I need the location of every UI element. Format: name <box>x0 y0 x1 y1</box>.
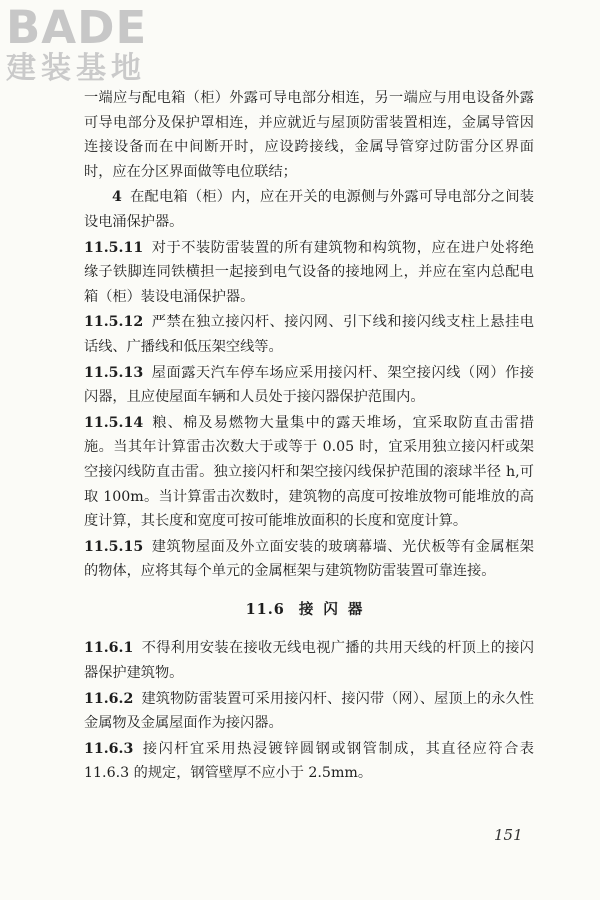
bade-watermark-logo <box>6 1 176 94</box>
clause-number: 11.5.14 <box>84 414 144 431</box>
item-number: 4 <box>112 189 122 206</box>
page-number: 151 <box>494 826 523 844</box>
clause-text: 粮、棉及易燃物大量集中的露天堆场，宜采取防直击雷措施。当其年计算雷击次数大于或等于 0.05 时，宜采用独立接闪杆或架空接闪线防直击雷。独立接闪杆和架空接闪线保护范围的滚球半径 h,可取 100m。当计算雷击次数时，建筑物的高度可按堆放物可能堆放的高度计算，其长度和宽度可按可能堆放面积的长度和宽度计算。 <box>84 414 534 530</box>
clause-text: 建筑物防雷装置可采用接闪杆、接闪带（网）、屋顶上的永久性金属物及金属屋面作为接闪器。 <box>84 690 534 732</box>
clause-number: 11.5.15 <box>84 538 144 555</box>
clause-number: 11.6.3 <box>84 740 134 757</box>
clause-number: 11.5.11 <box>84 239 144 256</box>
clause-number: 11.6.2 <box>84 690 134 707</box>
clause-11-5-13 <box>84 361 534 410</box>
clause-text: 严禁在独立接闪杆、接闪网、引下线和接闪线支柱上悬挂电话线、广播线和低压架空线等。 <box>84 314 534 355</box>
clause-number: 11.5.13 <box>84 364 144 381</box>
watermark-brand: BADE <box>6 1 148 54</box>
clause-text: 屋面露天汽车停车场应采用接闪杆、架空接闪线（网）作接闪器，且应使屋面车辆和人员处于接闪器保护范围内。 <box>84 364 534 406</box>
clause-number: 11.6.1 <box>84 640 134 657</box>
clause-11-5-14 <box>84 411 534 534</box>
section-number: 11.6 <box>245 600 285 618</box>
clause-text: 建筑物屋面及外立面安装的玻璃幕墙、光伏板等有金属框架的物体，应将其每个单元的金属框架与建筑物防雷装置可靠连接。 <box>84 538 534 580</box>
clause-text: 接闪杆宜采用热浸镀锌圆钢或钢管制成，其直径应符合表 11.6.3 的规定，钢管壁厚不应小于 2.5mm。 <box>84 740 534 782</box>
clause-11-6-3 <box>84 737 534 786</box>
paragraph-text: 在配电箱（柜）内，应在开关的电源侧与外露可导电部分之间装设电涌保护器。 <box>84 189 534 230</box>
clause-11-5-11 <box>84 236 534 310</box>
body-text <box>84 86 534 787</box>
section-title: 接闪器 <box>298 600 373 618</box>
clause-text: 不得利用安装在接收无线电视广播的共用天线的杆顶上的接闪器保护建筑物。 <box>84 640 534 682</box>
clause-number: 11.5.12 <box>84 314 144 331</box>
section-heading <box>84 598 534 623</box>
clause-11-6-1 <box>84 636 534 685</box>
paragraph-continued <box>84 86 534 184</box>
clause-text: 对于不装防雷装置的所有建筑物和构筑物，应在进户处将绝缘子铁脚连同铁横担一起接到电气设备的接地网上，并应在室内总配电箱（柜）装设电涌保护器。 <box>84 239 534 305</box>
clause-11-5-12 <box>84 310 534 359</box>
paragraph-item-4 <box>84 185 534 234</box>
paragraph-text: 一端应与配电箱（柜）外露可导电部分相连，另一端应与用电设备外露可导电部分及保护罩相连，并应就近与屋顶防雷装置相连，金属导管因连接设备而在中间断开时，应设跨接线，金属导管穿过防雷分区界面时，应在分区界面做等电位联结； <box>84 90 534 180</box>
watermark-subtitle: 建装基地 <box>6 51 146 86</box>
clause-11-6-2 <box>84 687 534 736</box>
clause-11-5-15 <box>84 535 534 584</box>
